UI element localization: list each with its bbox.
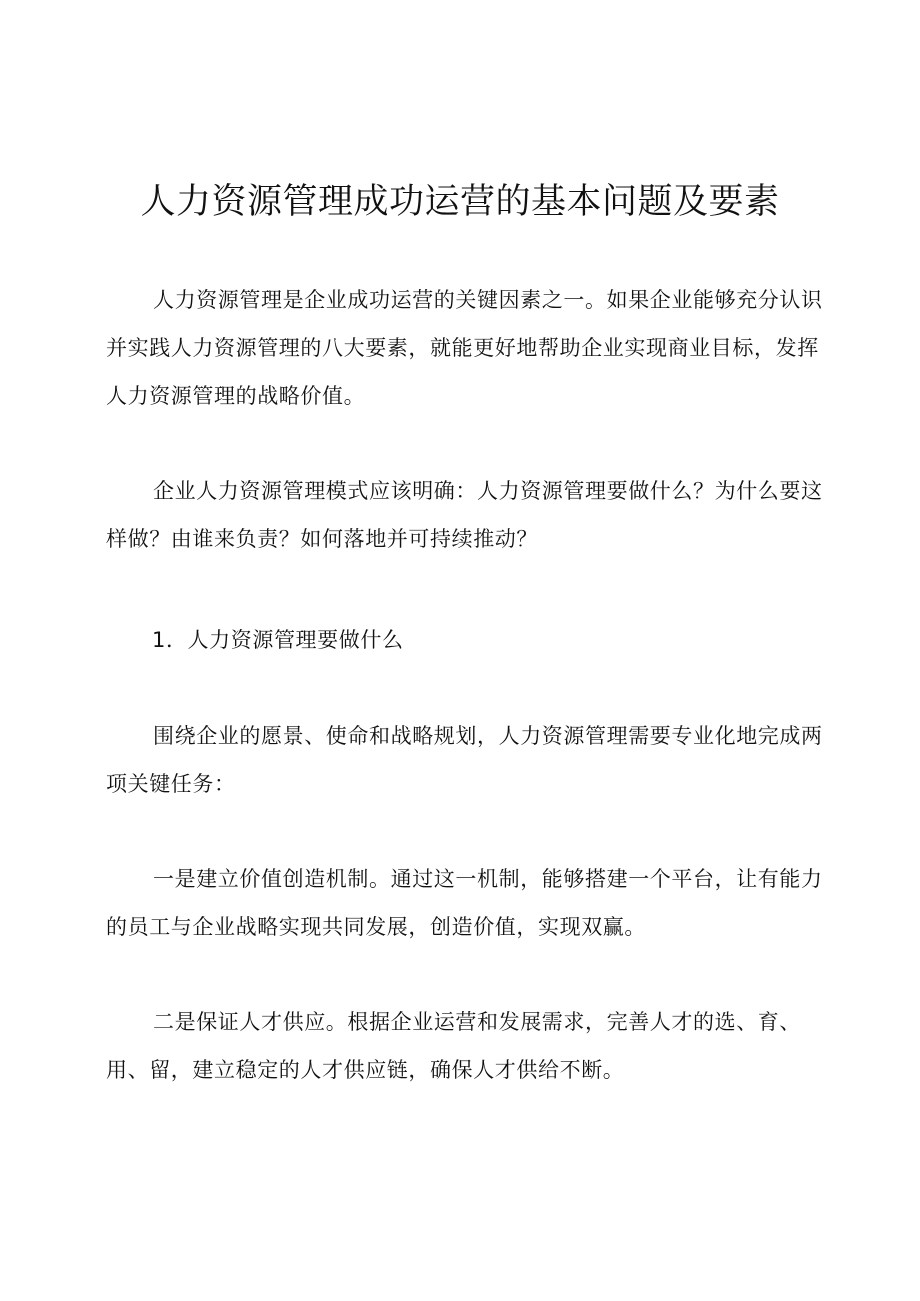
questions-paragraph: 企业人力资源管理模式应该明确：人力资源管理要做什么？为什么要这样做？由谁来负责？如何落地并可持续推动？ [106,479,823,551]
section-paragraph: 一是建立价值创造机制。通过这一机制，能够搭建一个平台，让有能力的员工与企业战略实现共同发展，创造价值，实现双赢。 [106,867,823,939]
document-title: 人力资源管理成功运营的基本问题及要素 [140,182,780,222]
section-paragraph: 二是保证人才供应。根据企业运营和发展需求，完善人才的选、育、用、留，建立稳定的人才供应链，确保人才供给不断。 [106,1010,801,1082]
section-heading: 1．人力资源管理要做什么 [152,628,404,652]
section-paragraph: 围绕企业的愿景、使命和战略规划，人力资源管理需要专业化地完成两项关键任务： [106,724,823,796]
intro-paragraph: 人力资源管理是企业成功运营的关键因素之一。如果企业能够充分认识并实践人力资源管理的八大要素，就能更好地帮助企业实现商业目标，发挥人力资源管理的战略价值。 [106,288,823,408]
